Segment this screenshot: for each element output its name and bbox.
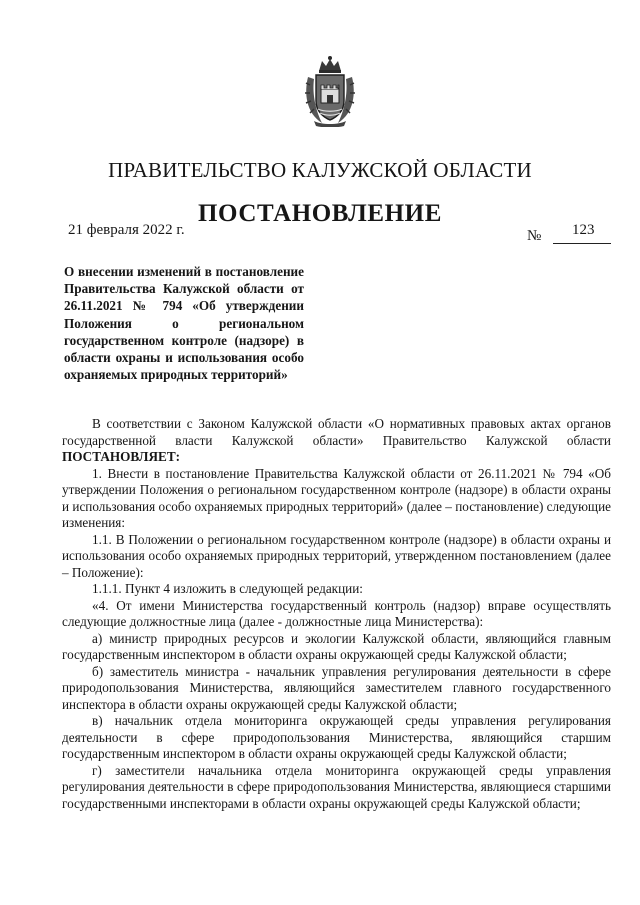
body-paragraph: г) заместители начальника отдела мониторинга окружающей среды управления регулирования деятельности в сфере природопользования Министерства, являющиеся старшими государственными инспекторами в области охраны окружающей среды Калужской области;: [62, 762, 611, 811]
government-title: ПРАВИТЕЛЬСТВО КАЛУЖСКОЙ ОБЛАСТИ: [108, 158, 532, 182]
decree-title: ПОСТАНОВЛЕНИЕ: [197, 200, 443, 227]
body-paragraph: б) заместитель министра - начальник управления регулирования деятельности в сфере природопользования Министерства, являющийся заместителем главного государственного инспектора в области охраны окружающей среды Калужской области;: [62, 663, 611, 712]
number-sign: №: [527, 228, 542, 244]
preamble-paragraph: [62, 416, 611, 466]
decree-subject: О внесении изменений в постановление Правительства Калужской области от 26.11.2021 № 794 «Об утверждении Положения о региональном государственном контроле (надзоре) в области охраны и использования особо охраняемых природных территорий»: [64, 264, 304, 383]
number-underline: [553, 243, 611, 244]
resolves-word: ПОСТАНОВЛЯЕТ:: [62, 449, 181, 464]
decree-number: 123: [572, 222, 595, 238]
decree-number-block: [527, 222, 617, 244]
body-paragraph: «4. От имени Министерства государственный контроль (надзор) вправе осуществлять следующие должностные лица (далее - должностные лица Министерства):: [62, 597, 611, 629]
body-paragraph: 1.1.1. Пункт 4 изложить в следующей редакции:: [92, 581, 363, 596]
body-paragraph: 1. Внести в постановление Правительства Калужской области от 26.11.2021 № 794 «Об утверждении Положения о региональном государственном контроле (надзоре) в области охраны и использования особо охраняемых природных территорий» (далее – постановление) следующие изменения:: [62, 465, 611, 530]
body-paragraph: 1.1. В Положении о региональном государственном контроле (надзоре) в области охраны и использования особо охраняемых природных территорий, утвержденном постановлением (далее – Положение):: [62, 531, 611, 580]
decree-date: 21 февраля 2022 г.: [68, 222, 185, 238]
coat-of-arms-icon: [302, 55, 358, 127]
body-paragraph: в) начальник отдела мониторинга окружающей среды управления регулирования деятельности в сфере природопользования Министерства, являющийся старшим государственным инспектором в области охраны окружающей среды Калужской области;: [62, 713, 611, 761]
preamble-text: В соответствии с Законом Калужской области «О нормативных правовых актах органов государственной власти Калужской области» Правительство Калужской области: [62, 416, 611, 448]
body-paragraph: а) министр природных ресурсов и экологии Калужской области, являющийся главным государственным инспектором в области охраны окружающей среды Калужской области;: [62, 630, 611, 662]
decree-body: [62, 416, 611, 812]
